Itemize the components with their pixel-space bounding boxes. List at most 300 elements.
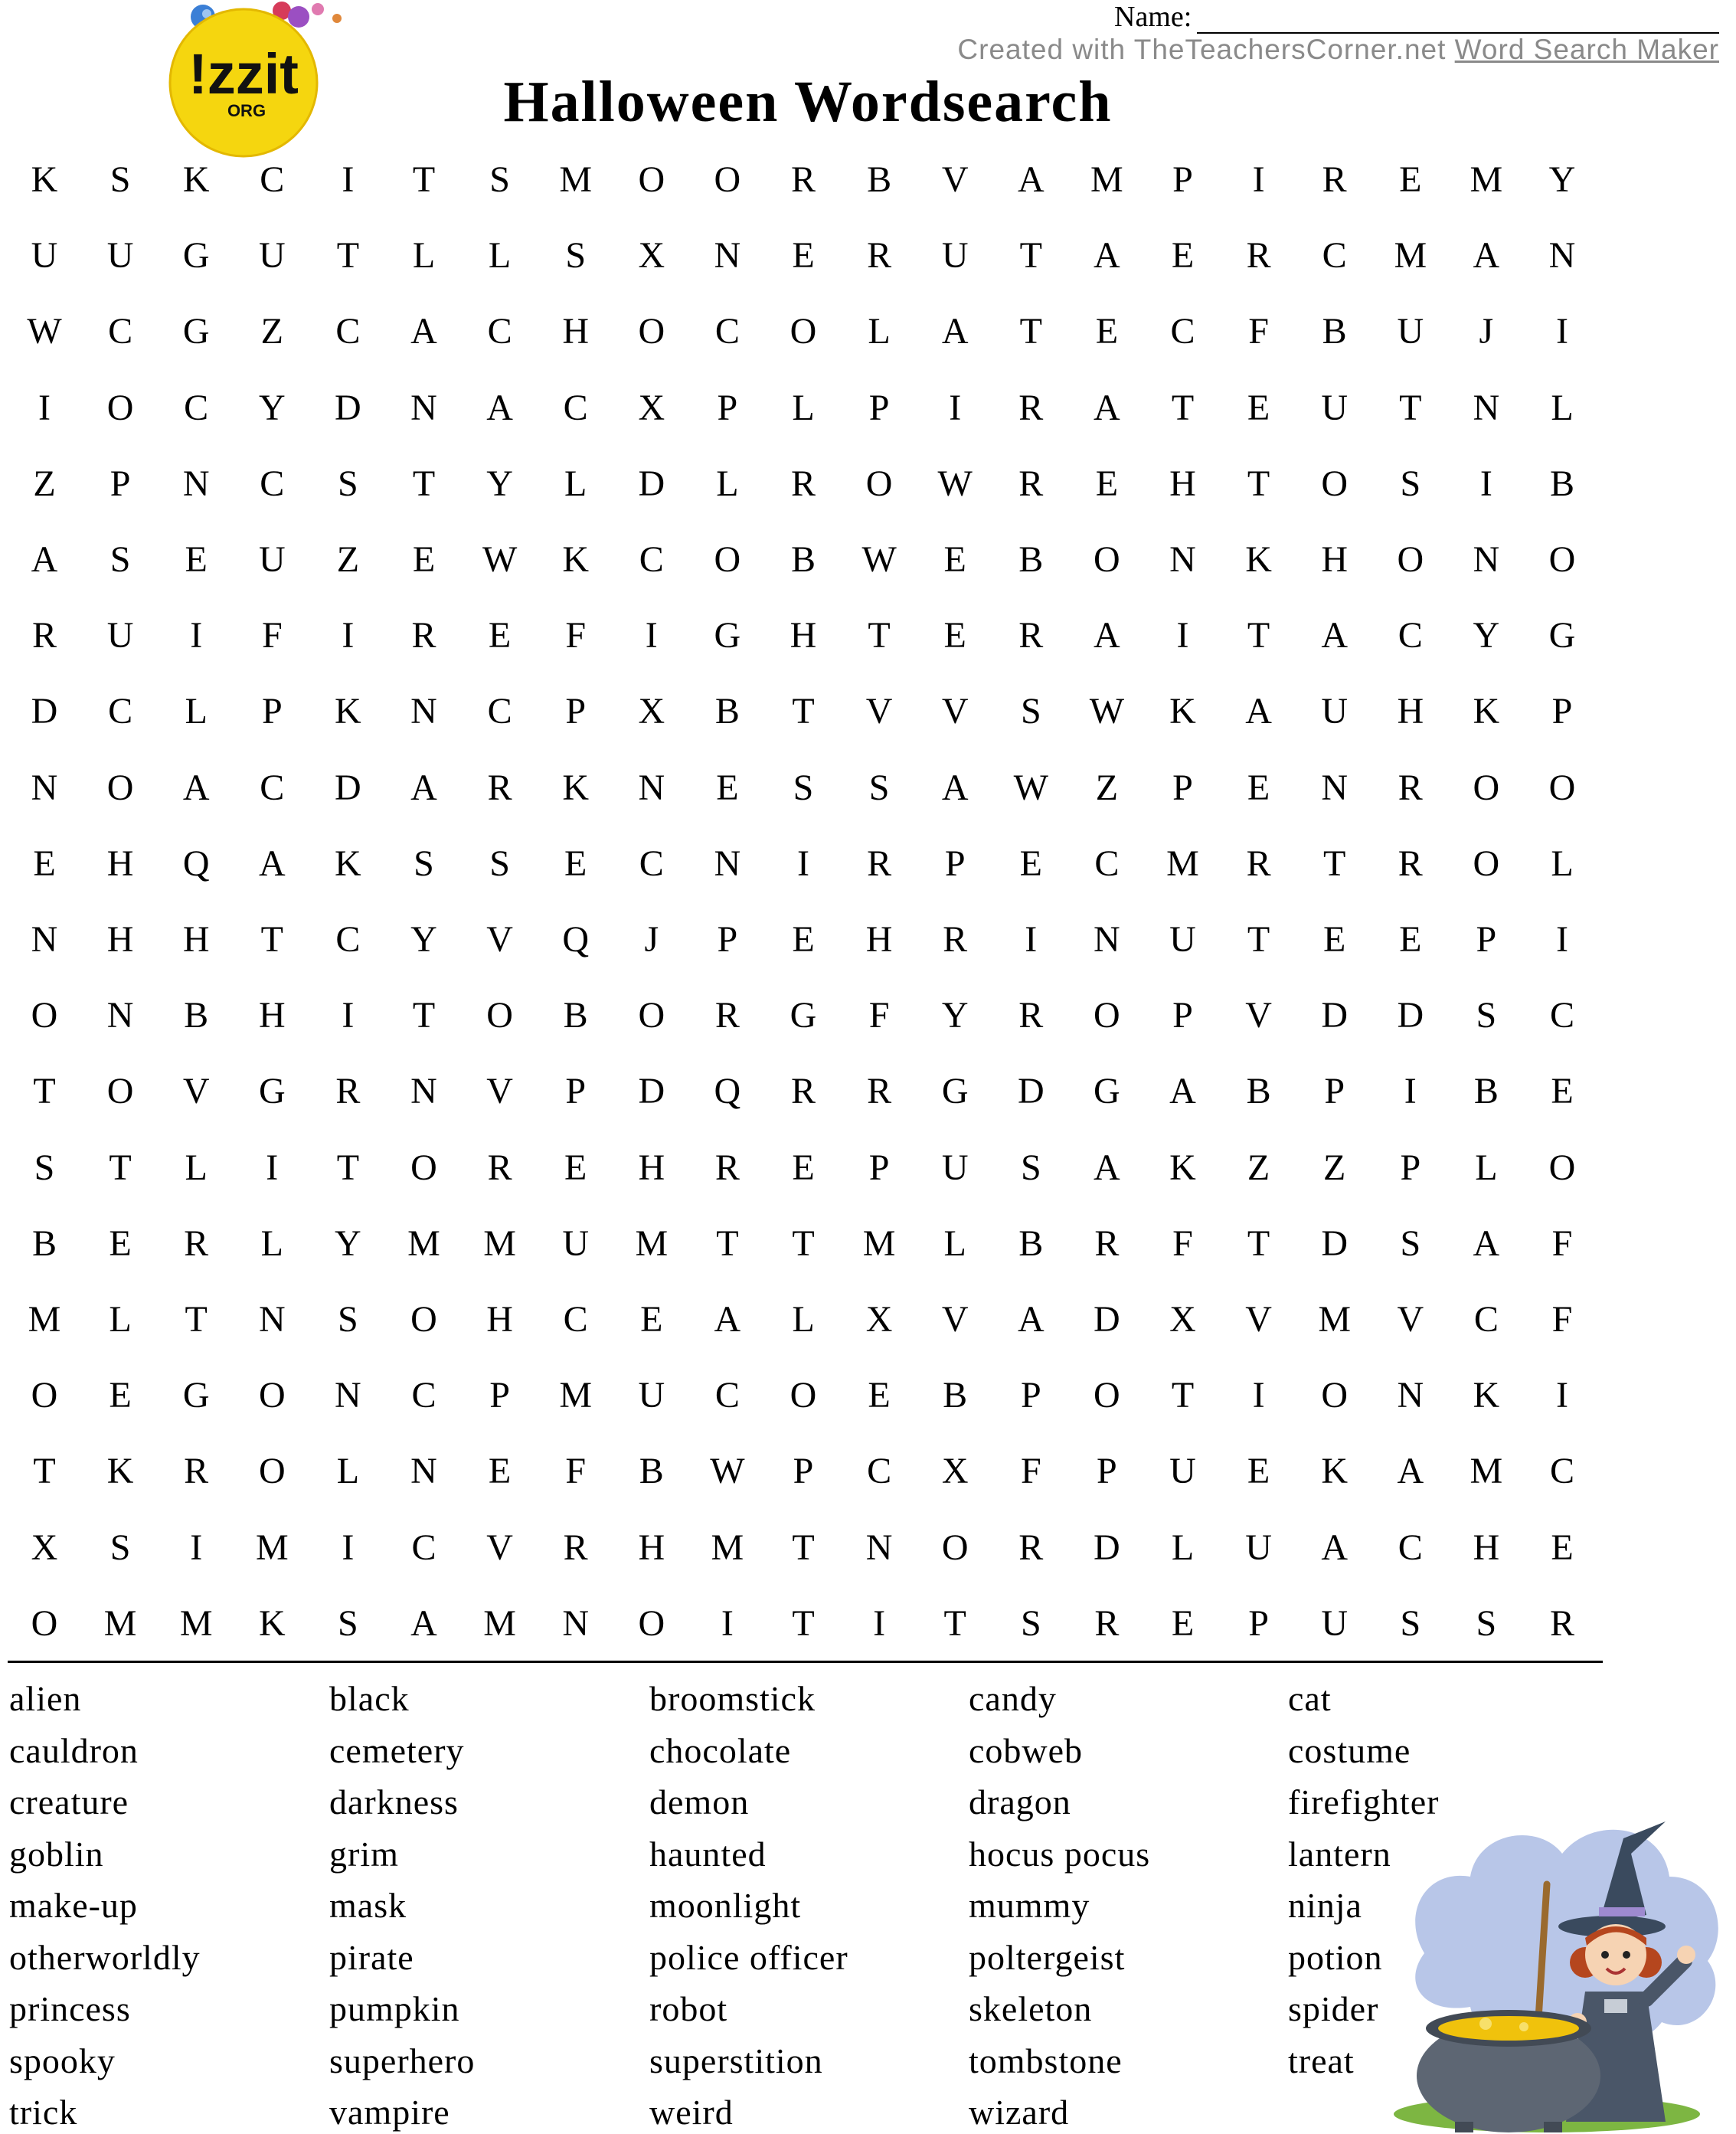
grid-letter: O (106, 767, 134, 808)
grid-letter: F (868, 995, 890, 1036)
grid-letter: B (31, 1222, 57, 1264)
grid-letter: R (714, 995, 740, 1036)
grid-letter: I (1252, 159, 1265, 200)
grid-letter: T (792, 1527, 815, 1568)
grid-letter: M (1470, 1451, 1503, 1492)
grid-letter: T (336, 235, 360, 277)
grid-letter: V (941, 691, 969, 732)
grid-letter: I (949, 387, 962, 428)
grid-letter: O (1321, 463, 1349, 504)
grid-letter: S (565, 235, 587, 277)
word-list-item: grim (329, 1834, 399, 1874)
word-list-item: hocus pocus (969, 1834, 1151, 1874)
grid-letter: D (638, 1071, 665, 1112)
grid-letter: M (1166, 843, 1199, 884)
grid-letter: C (335, 919, 361, 960)
grid-letter: I (342, 1527, 355, 1568)
word-list-item: creature (9, 1782, 129, 1821)
grid-letter: O (790, 1375, 817, 1416)
grid-letter: T (1323, 843, 1346, 884)
grid-letter: Z (1247, 1147, 1270, 1188)
grid-letter: O (410, 1147, 437, 1188)
grid-letter: X (638, 691, 665, 732)
grid-letter: E (185, 539, 208, 580)
grid-letter: H (790, 615, 817, 656)
grid-letter: C (1398, 615, 1423, 656)
grid-letter: E (109, 1222, 132, 1264)
grid-letter: S (1020, 691, 1041, 732)
grid-letter: A (410, 311, 437, 352)
word-list-item: cauldron (9, 1730, 139, 1770)
grid-letter: L (488, 235, 512, 277)
grid-letter: L (1475, 1147, 1498, 1188)
grid-letter: U (258, 539, 286, 580)
grid-letter: K (562, 539, 590, 580)
svg-text:ORG: ORG (227, 101, 266, 120)
grid-letter: D (1397, 995, 1424, 1036)
grid-letter: O (865, 463, 893, 504)
grid-letter: K (258, 1602, 286, 1644)
grid-letter: X (638, 235, 665, 277)
grid-letter: S (110, 539, 131, 580)
grid-letter: R (184, 1451, 209, 1492)
word-list-item: pumpkin (329, 1989, 460, 2028)
grid-letter: C (1170, 311, 1195, 352)
grid-letter: Z (33, 463, 56, 504)
grid-letter: A (1473, 1222, 1500, 1264)
grid-letter: U (1321, 1602, 1349, 1644)
grid-letter: P (565, 691, 587, 732)
grid-letter: W (710, 1451, 745, 1492)
grid-letter: H (1169, 463, 1196, 504)
grid-letter: S (1476, 995, 1497, 1036)
grid-letter: L (260, 1222, 283, 1264)
grid-letter: R (411, 615, 436, 656)
grid-letter: A (31, 539, 58, 580)
grid-letter: M (407, 1222, 440, 1264)
grid-letter: P (1324, 1071, 1345, 1112)
grid-letter: Y (335, 1222, 361, 1264)
grid-letter: E (1247, 1451, 1270, 1492)
grid-letter: H (1397, 691, 1424, 732)
grid-letter: O (1473, 767, 1500, 808)
word-list-item: cemetery (329, 1730, 465, 1770)
grid-letter: V (486, 1071, 513, 1112)
grid-letter: I (190, 1527, 203, 1568)
grid-letter: T (412, 995, 436, 1036)
grid-letter: S (1476, 1602, 1497, 1644)
page-title: Halloween Wordsearch (503, 70, 1113, 134)
grid-letter: T (1019, 235, 1042, 277)
grid-letter: Z (1323, 1147, 1346, 1188)
grid-letter: E (792, 919, 815, 960)
word-list-item: police officer (649, 1937, 848, 1977)
grid-letter: Q (714, 1071, 741, 1112)
grid-letter: B (790, 539, 816, 580)
grid-letter: K (1169, 691, 1196, 732)
grid-letter: E (1019, 843, 1042, 884)
grid-letter: R (1018, 995, 1044, 1036)
grid-letter: T (412, 159, 436, 200)
grid-letter: E (488, 1451, 512, 1492)
grid-letter: J (1479, 311, 1494, 352)
grid-letter: C (714, 311, 740, 352)
grid-letter: S (338, 1299, 358, 1340)
grid-letter: O (638, 159, 665, 200)
credit-line (957, 34, 1719, 66)
grid-letter: C (335, 311, 361, 352)
grid-letter: P (1172, 159, 1193, 200)
word-list-item: spooky (9, 2041, 116, 2080)
grid-letter: H (638, 1147, 665, 1188)
grid-letter: E (640, 1299, 663, 1340)
grid-letter: E (564, 843, 587, 884)
word-list-item: weird (649, 2093, 734, 2132)
grid-letter: A (410, 767, 437, 808)
grid-letter: Y (410, 919, 437, 960)
grid-letter: N (1473, 539, 1500, 580)
word-list-item: black (329, 1679, 410, 1718)
grid-letter: A (714, 1299, 741, 1340)
divider (8, 1661, 1603, 1663)
grid-letter: M (559, 159, 593, 200)
grid-letter: F (1551, 1299, 1573, 1340)
word-list-item: treat (1288, 2041, 1355, 2080)
grid-letter: I (1556, 919, 1568, 960)
word-list-item: costume (1288, 1730, 1411, 1770)
grid-letter: E (868, 1375, 891, 1416)
grid-letter: K (1473, 1375, 1500, 1416)
word-list-item: spider (1288, 1989, 1379, 2028)
grid-letter: O (638, 1602, 665, 1644)
word-list-item: princess (9, 1989, 131, 2028)
grid-letter: M (559, 1375, 593, 1416)
grid-letter: G (182, 311, 210, 352)
grid-letter: P (944, 843, 966, 884)
word-list-item: cat (1288, 1679, 1332, 1718)
grid-letter: Y (1548, 159, 1576, 200)
word-list-item: ninja (1288, 1886, 1362, 1925)
grid-letter: G (258, 1071, 286, 1112)
grid-letter: N (410, 691, 437, 732)
grid-letter: N (714, 235, 741, 277)
grid-letter: F (1248, 311, 1269, 352)
grid-letter: P (1551, 691, 1573, 732)
grid-letter: L (792, 1299, 815, 1340)
grid-letter: C (184, 387, 209, 428)
grid-letter: H (486, 1299, 513, 1340)
grid-letter: E (1323, 919, 1346, 960)
grid-letter: D (1094, 1527, 1120, 1568)
grid-letter: S (489, 159, 510, 200)
grid-letter: K (335, 843, 361, 884)
grid-letter: B (184, 995, 209, 1036)
grid-letter: V (1245, 1299, 1272, 1340)
grid-letter: Q (562, 919, 590, 960)
grid-letter: C (1094, 843, 1120, 884)
grid-letter: R (31, 615, 57, 656)
grid-letter: L (792, 387, 815, 428)
grid-letter: K (335, 691, 361, 732)
grid-letter: O (941, 1527, 969, 1568)
grid-letter: L (943, 1222, 966, 1264)
grid-letter: I (797, 843, 809, 884)
word-list-item: mummy (969, 1886, 1090, 1925)
grid-letter: E (488, 615, 512, 656)
grid-letter: E (1247, 767, 1270, 808)
grid-letter: T (1019, 311, 1042, 352)
grid-letter: N (410, 1071, 437, 1112)
grid-letter: R (943, 919, 968, 960)
grid-letter: U (106, 615, 134, 656)
grid-letter: O (1094, 1375, 1120, 1416)
grid-letter: U (31, 235, 58, 277)
grid-letter: V (865, 691, 893, 732)
grid-letter: R (1018, 463, 1044, 504)
grid-letter: T (1399, 387, 1422, 428)
grid-letter: O (1397, 539, 1424, 580)
grid-letter: S (110, 159, 131, 200)
grid-letter: L (1551, 387, 1574, 428)
grid-letter: E (412, 539, 436, 580)
grid-letter: A (941, 767, 969, 808)
word-list-item: broomstick (649, 1679, 816, 1718)
word-list-item: lantern (1288, 1834, 1391, 1874)
grid-letter: K (106, 1451, 134, 1492)
grid-letter: M (1090, 159, 1123, 200)
grid-letter: K (562, 767, 590, 808)
grid-letter: N (410, 387, 437, 428)
word-list-item: wizard (969, 2093, 1070, 2132)
grid-letter: C (487, 311, 512, 352)
grid-letter: R (1246, 843, 1271, 884)
grid-letter: O (1548, 767, 1576, 808)
grid-letter: E (716, 767, 739, 808)
grid-letter: X (941, 1451, 969, 1492)
grid-letter: R (1549, 1602, 1574, 1644)
grid-letter: W (861, 539, 897, 580)
grid-letter: G (790, 995, 817, 1036)
grid-letter: I (873, 1602, 886, 1644)
grid-letter: G (941, 1071, 969, 1112)
grid-letter: N (638, 767, 665, 808)
grid-letter: L (868, 311, 891, 352)
grid-letter: B (1473, 1071, 1499, 1112)
grid-letter: G (1548, 615, 1576, 656)
grid-letter: L (109, 1299, 132, 1340)
grid-letter: C (563, 387, 588, 428)
grid-letter: D (1321, 1222, 1349, 1264)
grid-letter: V (486, 919, 513, 960)
svg-text:!zzit: !zzit (188, 42, 299, 106)
grid-letter: V (941, 1299, 969, 1340)
grid-letter: M (179, 1602, 213, 1644)
grid-letter: V (1245, 995, 1272, 1036)
grid-letter: O (258, 1375, 286, 1416)
grid-letter: T (868, 615, 891, 656)
grid-letter: N (865, 1527, 893, 1568)
word-list-item: candy (969, 1679, 1057, 1718)
grid-letter: O (638, 311, 665, 352)
grid-letter: R (1094, 1222, 1120, 1264)
grid-letter: D (335, 767, 361, 808)
grid-letter: T (336, 1147, 360, 1188)
witch-with-cauldron-icon (1394, 1762, 1736, 2134)
grid-letter: C (411, 1527, 436, 1568)
grid-letter: R (1094, 1602, 1120, 1644)
grid-letter: P (1097, 1451, 1117, 1492)
grid-letter: R (867, 1071, 892, 1112)
grid-letter: I (1404, 1071, 1417, 1112)
grid-letter: O (1094, 995, 1120, 1036)
grid-letter: A (1094, 235, 1120, 277)
grid-letter: L (412, 235, 436, 277)
grid-letter: U (638, 1375, 665, 1416)
grid-letter: A (1094, 1147, 1120, 1188)
grid-letter: O (1321, 1375, 1349, 1416)
name-field[interactable] (1114, 0, 1719, 37)
word-list-item: moonlight (649, 1886, 802, 1925)
grid-letter: A (1397, 1451, 1424, 1492)
grid-letter: L (716, 463, 739, 504)
grid-letter: N (562, 1602, 590, 1644)
grid-letter: H (1321, 539, 1349, 580)
grid-letter: D (1017, 1071, 1045, 1112)
grid-letter: I (721, 1602, 734, 1644)
grid-letter: O (106, 1071, 134, 1112)
grid-letter: N (31, 919, 58, 960)
grid-letter: C (260, 463, 285, 504)
grid-letter: U (1169, 1451, 1196, 1492)
grid-letter: C (411, 1375, 436, 1416)
grid-letter: T (1247, 463, 1270, 504)
grid-letter: W (482, 539, 518, 580)
grid-letter: V (1397, 1299, 1424, 1340)
grid-letter: I (1556, 311, 1568, 352)
grid-letter: A (1017, 1299, 1045, 1340)
grid-letter: U (1397, 311, 1424, 352)
grid-letter: N (410, 1451, 437, 1492)
grid-letter: T (33, 1451, 56, 1492)
grid-letter: M (862, 1222, 896, 1264)
grid-letter: B (563, 995, 588, 1036)
grid-letter: T (792, 691, 815, 732)
word-list-item: tombstone (969, 2041, 1123, 2080)
grid-letter: P (717, 387, 738, 428)
word-list (0, 1670, 1608, 2134)
grid-letter: R (335, 1071, 361, 1112)
grid-letter: C (108, 691, 133, 732)
grid-letter: V (486, 1527, 513, 1568)
grid-letter: S (1020, 1602, 1041, 1644)
grid-letter: C (108, 311, 133, 352)
grid-letter: E (564, 1147, 587, 1188)
grid-letter: Z (336, 539, 360, 580)
grid-letter: M (1470, 159, 1503, 200)
grid-letter: D (1321, 995, 1349, 1036)
grid-letter: R (1018, 615, 1044, 656)
grid-letter: B (1018, 539, 1044, 580)
grid-letter: E (1399, 159, 1422, 200)
grid-letter: A (1321, 615, 1349, 656)
word-list-item: dragon (969, 1782, 1071, 1821)
grid-letter: L (1551, 843, 1574, 884)
grid-letter: O (31, 1602, 58, 1644)
grid-letter: X (638, 387, 665, 428)
word-list-item: haunted (649, 1834, 767, 1874)
grid-letter: A (1094, 387, 1120, 428)
grid-letter: U (1169, 919, 1196, 960)
word-list-item: cobweb (969, 1730, 1084, 1770)
word-list-item: chocolate (649, 1730, 792, 1770)
word-list-item: pirate (329, 1937, 414, 1977)
grid-letter: A (1473, 235, 1500, 277)
word-list-item: superhero (329, 2041, 476, 2080)
grid-letter: P (1400, 1147, 1421, 1188)
grid-letter: A (182, 767, 210, 808)
grid-letter: T (1171, 387, 1195, 428)
grid-letter: L (1171, 1527, 1195, 1568)
grid-letter: A (941, 311, 969, 352)
grid-letter: N (1548, 235, 1576, 277)
grid-letter: K (1473, 691, 1500, 732)
grid-letter: L (185, 1147, 208, 1188)
word-list-item: firefighter (1288, 1782, 1440, 1821)
grid-letter: S (1400, 1222, 1421, 1264)
grid-letter: J (644, 919, 659, 960)
grid-letter: I (1176, 615, 1189, 656)
grid-letter: X (1169, 1299, 1196, 1340)
grid-letter: O (31, 995, 58, 1036)
grid-letter: I (1479, 463, 1492, 504)
grid-letter: F (261, 615, 283, 656)
grid-letter: D (335, 387, 361, 428)
grid-letter: R (1398, 767, 1423, 808)
word-search-maker-link[interactable]: Word Search Maker (1454, 34, 1719, 65)
grid-letter: E (1247, 387, 1270, 428)
grid-letter: I (342, 995, 355, 1036)
word-list-item: potion (1288, 1937, 1383, 1977)
grid-letter: Y (486, 463, 513, 504)
grid-letter: Y (258, 387, 286, 428)
word-list-item: mask (329, 1886, 407, 1925)
word-list-item: darkness (329, 1782, 459, 1821)
grid-letter: I (1025, 919, 1038, 960)
grid-letter: U (258, 235, 286, 277)
grid-letter: H (638, 1527, 665, 1568)
word-list-item: poltergeist (969, 1937, 1126, 1977)
grid-letter: E (943, 539, 966, 580)
grid-letter: I (342, 159, 355, 200)
grid-letter: E (33, 843, 56, 884)
grid-letter: N (258, 1299, 286, 1340)
grid-letter: I (266, 1147, 279, 1188)
grid-letter: P (717, 919, 738, 960)
grid-letter: C (1473, 1299, 1499, 1340)
grid-letter: O (1548, 539, 1576, 580)
grid-letter: S (868, 767, 890, 808)
grid-letter: B (943, 1375, 968, 1416)
grid-letter: H (865, 919, 893, 960)
grid-letter: P (1020, 1375, 1041, 1416)
grid-letter: U (1321, 691, 1349, 732)
credit-text: Created with TheTeachersCorner.net (957, 34, 1455, 65)
grid-letter: M (28, 1299, 61, 1340)
grid-letter: W (937, 463, 973, 504)
grid-letter: G (714, 615, 741, 656)
grid-letter: E (1095, 463, 1119, 504)
grid-letter: T (1247, 919, 1270, 960)
